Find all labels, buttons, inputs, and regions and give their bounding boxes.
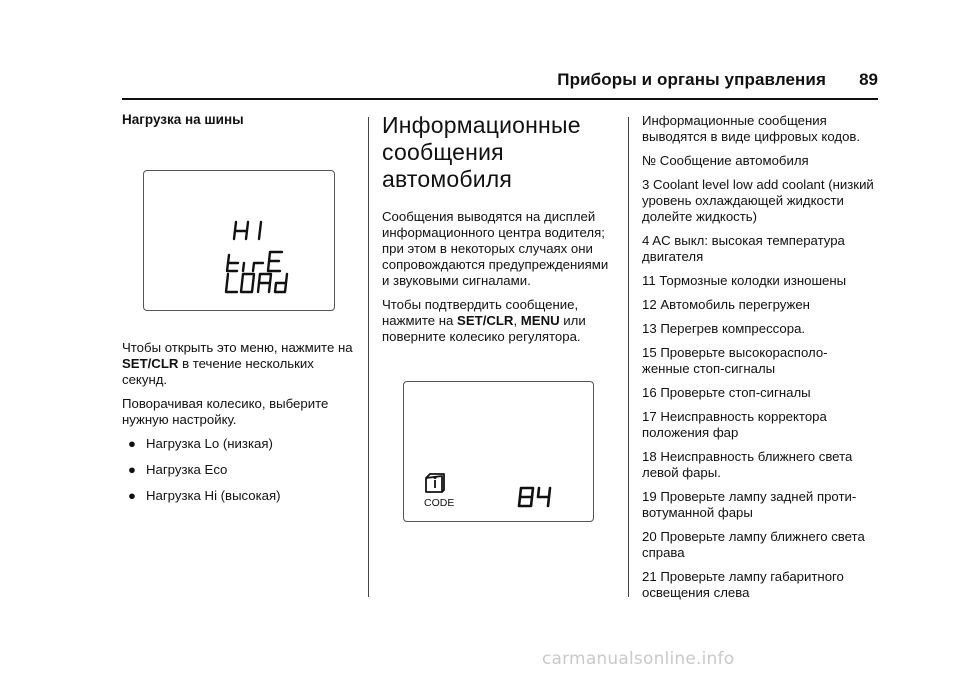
codes-intro: Информационные сообщения выводятся в виде цифровых кодов.: [642, 113, 861, 144]
segment-display: [144, 171, 334, 310]
list-item: 19 Проверьте лампу задней проти- вотуманной фары: [642, 489, 857, 520]
tire-load-para2: Поворачивая колесико, выберите нужную настройку.: [122, 396, 329, 427]
list-item: 21 Проверьте лампу габаритного освещения слева: [642, 569, 844, 600]
messages-para2: Чтобы подтвердить сообщение, нажмите на SET/CLR, MENU или поверните колесико регулятора.: [382, 297, 586, 344]
column-vehicle-messages: [382, 112, 616, 353]
code-label: CODE: [424, 497, 455, 509]
list-item: ● Нагрузка Lo (низкая): [122, 436, 356, 452]
bullet-icon: ●: [128, 436, 136, 451]
list-item: 11 Тормозные колодки изношены: [642, 273, 847, 288]
bullet-icon: ●: [128, 462, 136, 477]
section-title-tire-load: Нагрузка на шины: [122, 112, 244, 127]
column-tire-load-text: [122, 340, 356, 514]
page-number: 89: [859, 70, 878, 89]
header-rule: [122, 98, 878, 100]
set-clr-label: SET/CLR: [457, 313, 514, 328]
list-item: 18 Неисправность ближнего света левой фары.: [642, 449, 853, 480]
column-tire-load: [122, 112, 356, 142]
info-book-icon: [426, 474, 444, 492]
messages-para1: Сообщения выводятся на дисплей информационного центра водителя; при этом в некоторых случаях они сопровождаются предупреждениями и звуковыми сигналами.: [382, 209, 609, 288]
list-item: 3 Coolant level low add coolant (низкий уровень охлаждающей жидкости долейте жидкость): [642, 177, 874, 224]
tire-load-display-illustration: [143, 170, 335, 311]
section-title-vehicle-messages: Информационные сообщения автомобиля: [382, 112, 581, 192]
list-item: 15 Проверьте высокорасполо- женные стоп-сигналы: [642, 345, 828, 376]
display-text-tire: [227, 252, 282, 271]
code-value-digits: [519, 488, 550, 506]
code-display-illustration: [403, 381, 594, 522]
list-item: № Сообщение автомобиля: [642, 153, 809, 168]
segment-display: [404, 382, 593, 521]
column-divider: [628, 117, 629, 597]
list-item: 12 Автомобиль перегружен: [642, 297, 810, 312]
list-item: ● Нагрузка Hi (высокая): [122, 488, 356, 504]
list-item: 4 AC выкл: высокая температура двигателя: [642, 233, 845, 264]
display-text-load: [226, 274, 287, 292]
menu-label: MENU: [520, 313, 560, 328]
list-item: 13 Перегрев компрессора.: [642, 321, 806, 336]
display-text-hi: [234, 222, 261, 239]
column-divider: [368, 117, 369, 597]
set-clr-label: SET/CLR: [122, 356, 179, 371]
column-message-codes: [642, 113, 878, 609]
list-item: 20 Проверьте лампу ближнего света справа: [642, 529, 865, 560]
list-item: 16 Проверьте стоп-сигналы: [642, 385, 811, 400]
list-item: ● Нагрузка Eco: [122, 462, 356, 478]
page-header: [122, 70, 878, 94]
header-title: Приборы и органы управления: [557, 70, 826, 89]
watermark-link[interactable]: carmanualsonline.info: [542, 649, 735, 669]
bullet-icon: ●: [128, 488, 136, 503]
tire-load-para1: Чтобы открыть это меню, нажмите на SET/CLR в течение нескольких секунд.: [122, 340, 353, 387]
list-item: 17 Неисправность корректора положения фар: [642, 409, 827, 440]
